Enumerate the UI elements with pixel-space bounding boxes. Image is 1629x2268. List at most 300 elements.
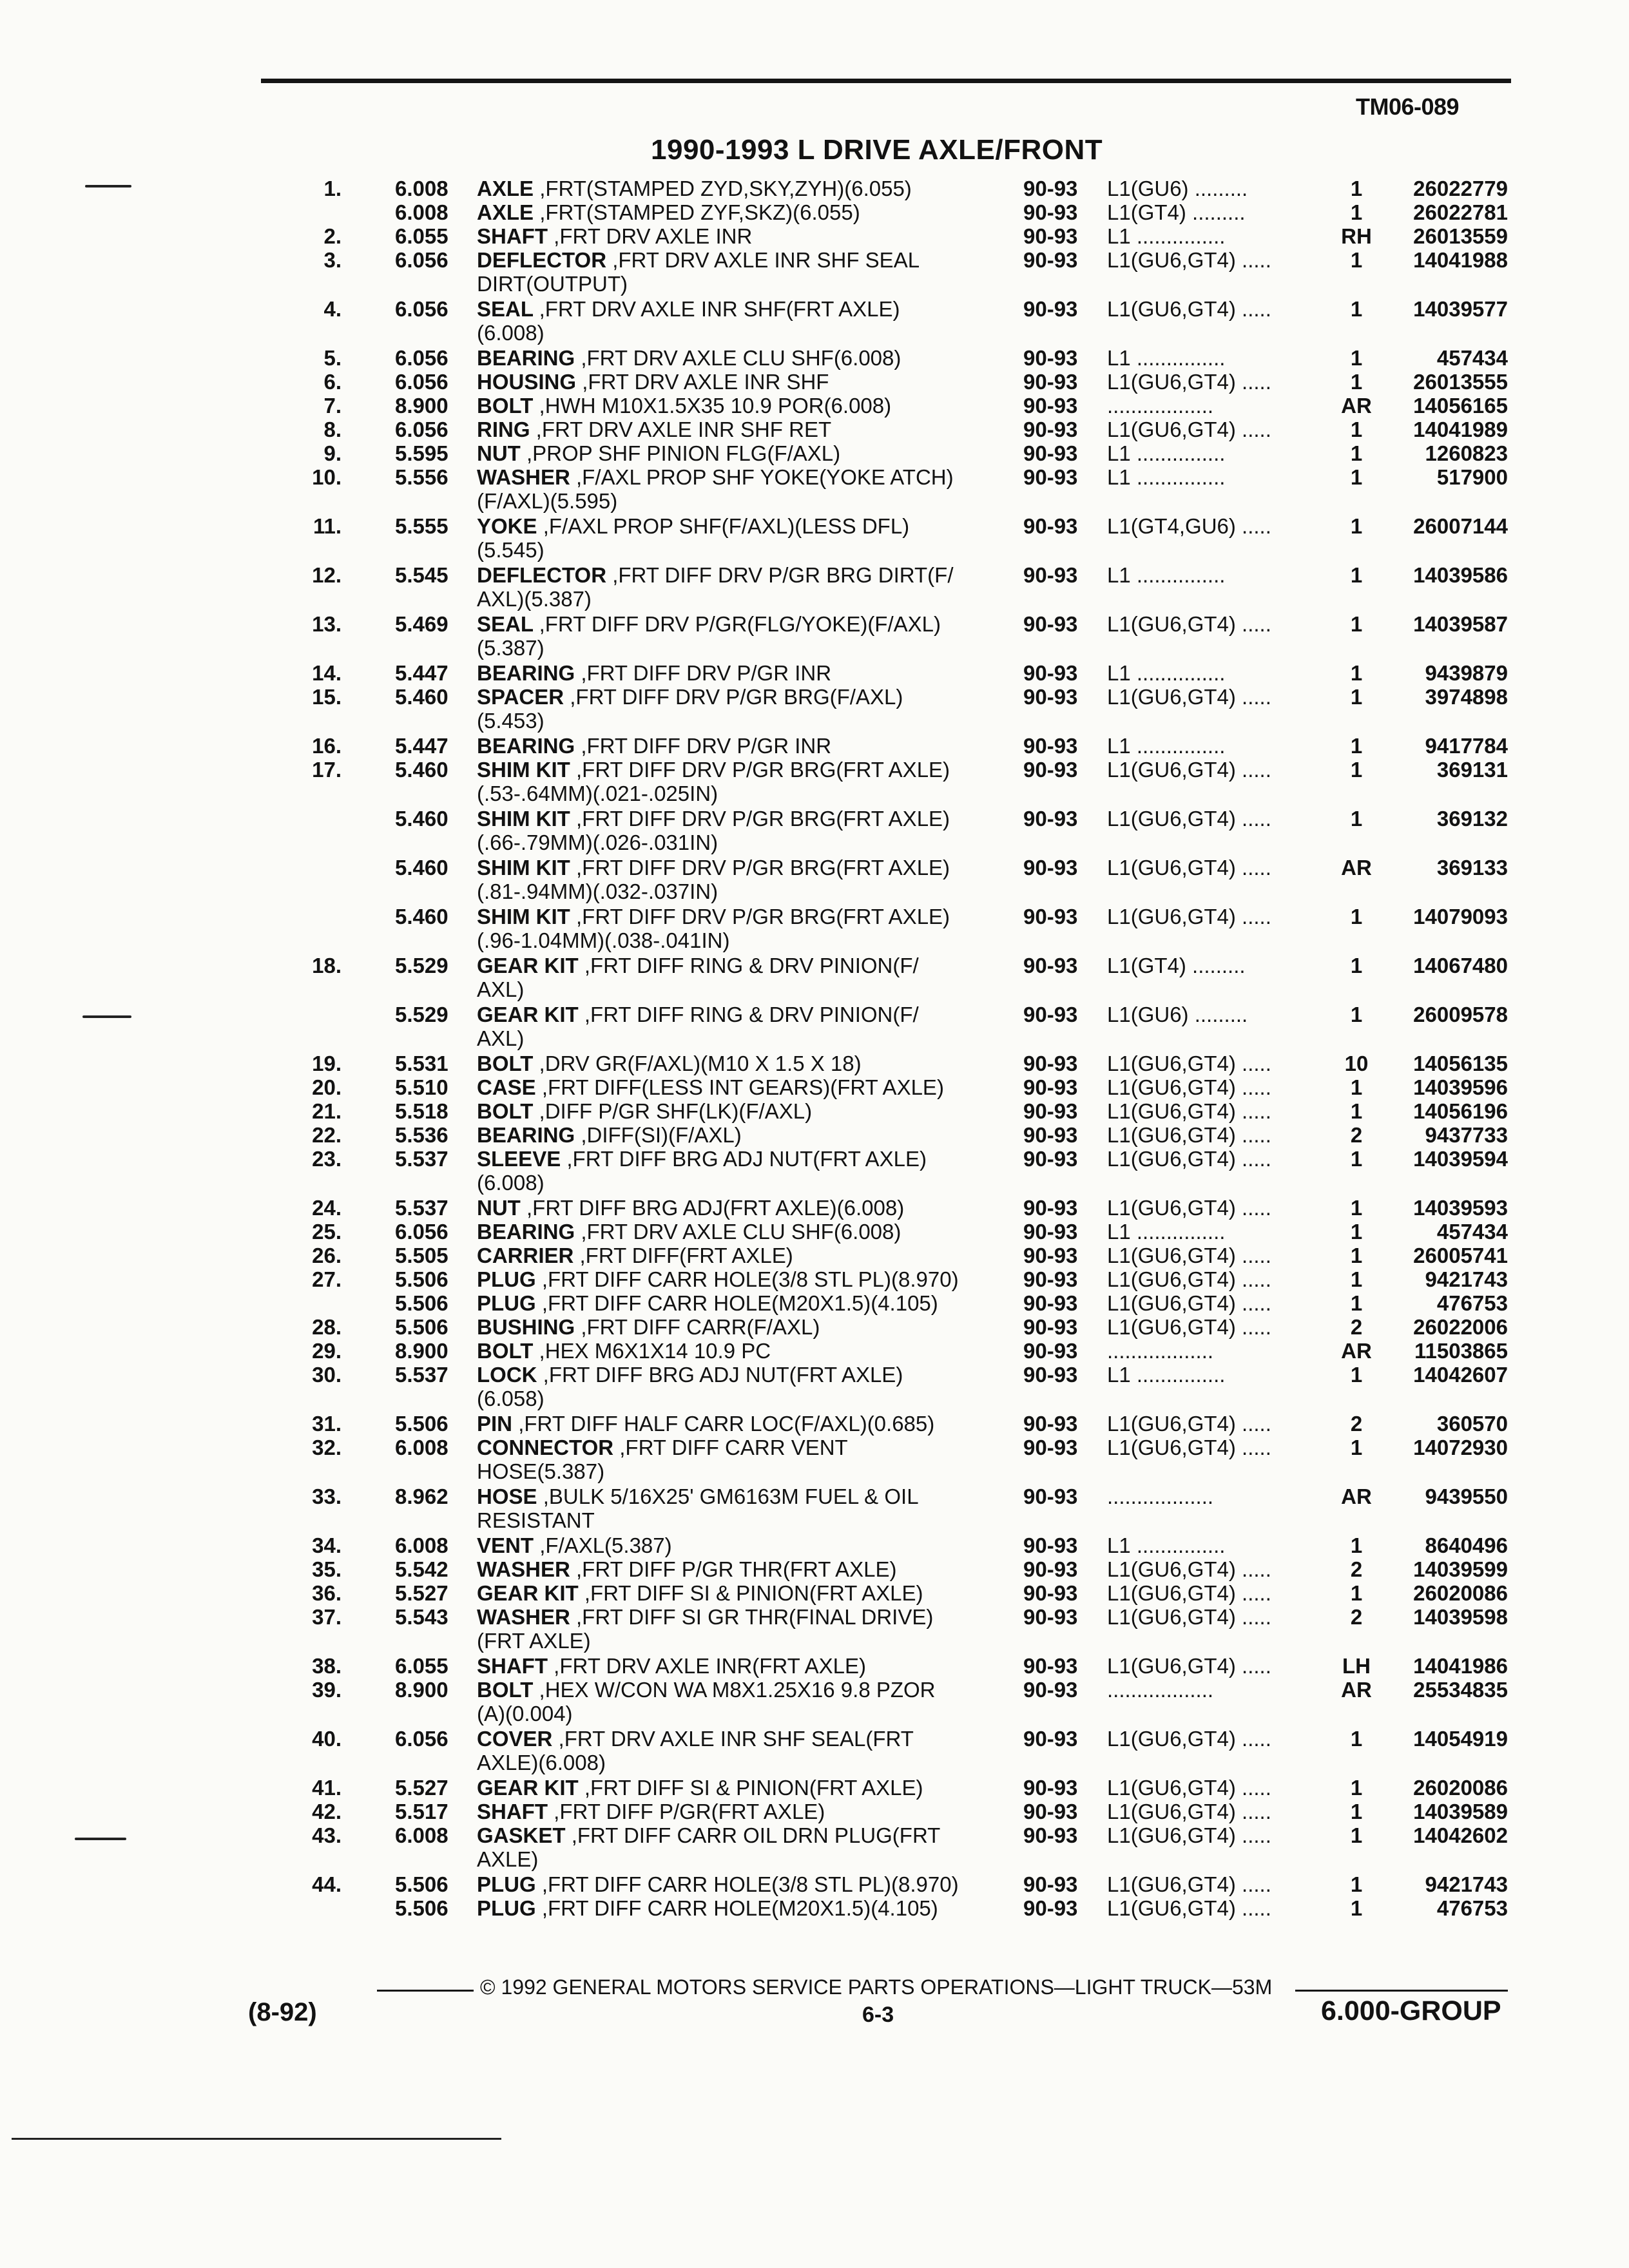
part-detail: ,FRT DRV AXLE INR SHF SEAL(FRT: [558, 1727, 914, 1751]
part-name: COVER: [477, 1727, 553, 1751]
quantity: 1: [1350, 1436, 1363, 1459]
group-number: 8.900: [395, 1678, 448, 1702]
group-number: 5.527: [395, 1581, 448, 1605]
model-years: 90-93: [1023, 248, 1078, 272]
table-row: [0, 1800, 1629, 1823]
group-number: 6.055: [395, 1654, 448, 1678]
quantity: 2: [1350, 1605, 1363, 1629]
part-number: 369132: [1436, 807, 1508, 831]
part-number: 26022779: [1413, 177, 1508, 200]
group-number: 6.056: [395, 248, 448, 272]
model-years: 90-93: [1023, 1291, 1078, 1315]
item-number: 32.: [312, 1436, 342, 1459]
part-detail-continued: (6.008): [477, 321, 545, 345]
model-usage: L1(GU6,GT4) .....: [1107, 758, 1271, 782]
model-usage: L1(GU6,GT4) .....: [1107, 1727, 1271, 1751]
part-detail: ,FRT DIFF DRV P/GR BRG(FRT AXLE): [576, 807, 950, 831]
part-number: 14056165: [1413, 394, 1508, 418]
item-number: 40.: [312, 1727, 342, 1751]
part-name: SHIM KIT: [477, 905, 570, 928]
part-description: [477, 418, 1012, 441]
model-years: 90-93: [1023, 1605, 1078, 1629]
part-name: SHAFT: [477, 1654, 548, 1678]
model-usage: ..................: [1107, 1678, 1214, 1702]
quantity: 1: [1350, 418, 1363, 441]
part-detail: ,FRT DIFF CARR HOLE(3/8 STL PL)(8.970): [541, 1267, 959, 1291]
item-number: 43.: [312, 1823, 342, 1847]
item-number: 11.: [313, 514, 342, 538]
part-description: [477, 1220, 1012, 1244]
part-number: 26013555: [1413, 370, 1508, 394]
quantity: 1: [1350, 1099, 1363, 1123]
group-number: 8.900: [395, 1339, 448, 1363]
model-usage: L1(GU6,GT4) .....: [1107, 1267, 1271, 1291]
group-number: 5.537: [395, 1196, 448, 1220]
part-detail-continued: (5.387): [477, 636, 545, 660]
part-number: 14056196: [1413, 1099, 1508, 1123]
part-number: 14042602: [1413, 1823, 1508, 1847]
quantity: 1: [1350, 807, 1363, 831]
part-number: 14041988: [1413, 248, 1508, 272]
model-years: 90-93: [1023, 1052, 1078, 1075]
table-row: [0, 1533, 1629, 1557]
part-detail: ,HEX W/CON WA M8X1.25X16 9.8 PZOR: [539, 1678, 936, 1702]
quantity: 1: [1350, 1244, 1363, 1267]
model-years: 90-93: [1023, 758, 1078, 782]
part-detail: ,FRT DRV AXLE CLU SHF(6.008): [581, 1220, 901, 1244]
part-number: 26005741: [1413, 1244, 1508, 1267]
quantity: 1: [1350, 248, 1363, 272]
item-number: 5.: [323, 346, 342, 370]
part-name: BOLT: [477, 394, 534, 418]
group-number: 5.555: [395, 514, 448, 538]
part-detail: ,FRT DIFF DRV P/GR BRG(FRT AXLE): [576, 905, 950, 928]
model-years: 90-93: [1023, 1003, 1078, 1026]
part-detail-continued: (6.008): [477, 1171, 545, 1195]
model-years: 90-93: [1023, 807, 1078, 831]
table-row: [0, 1823, 1629, 1872]
item-number: 16.: [312, 734, 342, 758]
group-number: 5.506: [395, 1896, 448, 1920]
model-usage: L1(GU6,GT4) .....: [1107, 297, 1271, 321]
model-usage: L1 ...............: [1107, 1363, 1226, 1387]
quantity: 1: [1350, 1147, 1363, 1171]
part-detail: ,FRT DIFF SI GR THR(FINAL DRIVE): [576, 1605, 934, 1629]
table-row: [0, 465, 1629, 514]
model-years: 90-93: [1023, 856, 1078, 879]
part-name: NUT: [477, 441, 521, 465]
part-description: [477, 441, 1012, 465]
part-detail-continued: DIRT(OUTPUT): [477, 272, 628, 296]
model-usage: L1(GU6) .........: [1107, 177, 1248, 200]
quantity: 1: [1350, 563, 1363, 587]
model-usage: L1(GU6,GT4) .....: [1107, 1075, 1271, 1099]
part-detail-continued: AXLE)(6.008): [477, 1751, 606, 1774]
part-name: BOLT: [477, 1678, 534, 1702]
part-detail: ,FRT DIFF DRV P/GR BRG(FRT AXLE): [576, 758, 950, 782]
table-row: [0, 1436, 1629, 1485]
group-number: 5.447: [395, 734, 448, 758]
model-usage: ..................: [1107, 1485, 1214, 1508]
model-years: 90-93: [1023, 1872, 1078, 1896]
part-name: RING: [477, 418, 530, 441]
part-detail: ,FRT DIFF RING & DRV PINION(F/: [584, 954, 919, 977]
model-usage: L1 ...............: [1107, 661, 1226, 685]
part-number: 14039594: [1413, 1147, 1508, 1171]
model-years: 90-93: [1023, 1727, 1078, 1751]
part-number: 26007144: [1413, 514, 1508, 538]
group-number: 5.545: [395, 563, 448, 587]
part-detail: ,FRT DRV AXLE INR SHF RET: [535, 418, 832, 441]
item-number: 23.: [312, 1147, 342, 1171]
part-description: [477, 200, 1012, 224]
part-number: 11503865: [1414, 1339, 1508, 1363]
part-name: BEARING: [477, 661, 575, 685]
part-description: [477, 1800, 1012, 1823]
document-id: TM06-089: [1356, 93, 1460, 120]
model-usage: L1(GU6,GT4) .....: [1107, 856, 1271, 879]
item-number: 13.: [312, 612, 342, 636]
quantity: 1: [1350, 905, 1363, 928]
model-usage: L1 ...............: [1107, 224, 1226, 248]
group-number: 5.460: [395, 758, 448, 782]
quantity: 1: [1350, 441, 1363, 465]
part-detail: ,FRT DIFF CARR HOLE(M20X1.5)(4.105): [541, 1291, 938, 1315]
part-description: [477, 1581, 1012, 1605]
quantity: 1: [1350, 1896, 1363, 1920]
table-row: [0, 370, 1629, 394]
table-row: [0, 346, 1629, 370]
part-name: GEAR KIT: [477, 1776, 579, 1800]
model-usage: L1(GU6,GT4) .....: [1107, 1244, 1271, 1267]
part-description: [477, 1123, 1012, 1147]
table-row: [0, 1605, 1629, 1654]
part-name: GASKET: [477, 1823, 566, 1847]
model-years: 90-93: [1023, 200, 1078, 224]
group-number: 5.460: [395, 807, 448, 831]
table-row: [0, 1581, 1629, 1605]
quantity: 1: [1350, 1291, 1363, 1315]
quantity: 1: [1350, 465, 1363, 489]
quantity: LH: [1342, 1654, 1371, 1678]
model-years: 90-93: [1023, 954, 1078, 977]
model-usage: L1(GU6,GT4) .....: [1107, 612, 1271, 636]
part-name: SHIM KIT: [477, 758, 570, 782]
item-number: 21.: [312, 1099, 342, 1123]
table-row: [0, 905, 1629, 954]
part-name: DEFLECTOR: [477, 248, 607, 272]
group-number: 5.537: [395, 1147, 448, 1171]
item-number: 2.: [323, 224, 342, 248]
quantity: 2: [1350, 1123, 1363, 1147]
part-name: CONNECTOR: [477, 1436, 614, 1459]
part-name: SEAL: [477, 612, 534, 636]
part-description: [477, 394, 1012, 418]
item-number: 39.: [312, 1678, 342, 1702]
part-detail: ,FRT DIFF BRG ADJ NUT(FRT AXLE): [543, 1363, 903, 1387]
quantity: 1: [1350, 1220, 1363, 1244]
part-number: 369133: [1436, 856, 1508, 879]
part-number: 14072930: [1413, 1436, 1508, 1459]
quantity: 1: [1350, 1776, 1363, 1800]
table-row: [0, 1267, 1629, 1291]
quantity: 1: [1350, 1727, 1363, 1751]
part-name: BOLT: [477, 1099, 534, 1123]
model-usage: L1(GU6,GT4) .....: [1107, 685, 1271, 709]
quantity: 1: [1350, 1872, 1363, 1896]
part-number: 14039599: [1413, 1557, 1508, 1581]
model-usage: L1(GU6,GT4) .....: [1107, 807, 1271, 831]
model-usage: L1 ...............: [1107, 346, 1226, 370]
group-number: 5.595: [395, 441, 448, 465]
model-years: 90-93: [1023, 1533, 1078, 1557]
part-detail-continued: (.96-1.04MM)(.038-.041IN): [477, 928, 730, 952]
item-number: 44.: [312, 1872, 342, 1896]
part-number: 360570: [1436, 1412, 1508, 1436]
part-description: [477, 563, 1012, 611]
part-description: [477, 1654, 1012, 1678]
model-years: 90-93: [1023, 1654, 1078, 1678]
part-name: GEAR KIT: [477, 954, 579, 977]
part-description: [477, 1244, 1012, 1267]
part-number: 14079093: [1413, 905, 1508, 928]
group-number: 5.505: [395, 1244, 448, 1267]
model-years: 90-93: [1023, 1823, 1078, 1847]
model-usage: L1(GU6,GT4) .....: [1107, 1581, 1271, 1605]
part-description: [477, 1776, 1012, 1800]
table-row: [0, 734, 1629, 758]
item-number: 10.: [312, 465, 342, 489]
part-detail-continued: (.53-.64MM)(.021-.025IN): [477, 782, 718, 805]
part-name: LOCK: [477, 1363, 537, 1387]
model-years: 90-93: [1023, 1220, 1078, 1244]
item-number: 22.: [312, 1123, 342, 1147]
part-name: GEAR KIT: [477, 1581, 579, 1605]
group-number: 6.008: [395, 200, 448, 224]
model-years: 90-93: [1023, 1678, 1078, 1702]
part-detail: ,FRT DRV AXLE INR SHF SEAL: [612, 248, 920, 272]
part-name: CARRIER: [477, 1244, 574, 1267]
part-detail: ,FRT DIFF CARR HOLE(3/8 STL PL)(8.970): [541, 1872, 959, 1896]
part-number: 14039593: [1413, 1196, 1508, 1220]
part-name: WASHER: [477, 465, 570, 489]
part-description: [477, 177, 1012, 200]
part-detail: ,DIFF P/GR SHF(LK)(F/AXL): [539, 1099, 813, 1123]
part-description: [477, 1267, 1012, 1291]
model-usage: L1 ...............: [1107, 563, 1226, 587]
model-years: 90-93: [1023, 1339, 1078, 1363]
part-number: 26020086: [1413, 1776, 1508, 1800]
part-detail: ,FRT DIFF DRV P/GR BRG(F/AXL): [570, 685, 903, 709]
part-name: CASE: [477, 1075, 536, 1099]
item-number: 9.: [323, 441, 342, 465]
part-description: [477, 514, 1012, 562]
table-row: [0, 1896, 1629, 1920]
group-number: 6.056: [395, 370, 448, 394]
item-number: 37.: [312, 1605, 342, 1629]
part-number: 14067480: [1413, 954, 1508, 977]
footer-rule-right: [1295, 1990, 1508, 1992]
part-name: BUSHING: [477, 1315, 575, 1339]
table-row: [0, 954, 1629, 1003]
group-number: 6.008: [395, 1436, 448, 1459]
part-detail: ,FRT DIFF HALF CARR LOC(F/AXL)(0.685): [518, 1412, 935, 1436]
part-name: GEAR KIT: [477, 1003, 579, 1026]
quantity: 1: [1350, 1075, 1363, 1099]
part-detail: ,FRT(STAMPED ZYD,SKY,ZYH)(6.055): [539, 177, 912, 200]
group-label: 6.000-GROUP: [1321, 1995, 1501, 2026]
part-description: [477, 1196, 1012, 1220]
part-detail: ,FRT DRV AXLE INR: [554, 224, 753, 248]
table-row: [0, 563, 1629, 612]
model-years: 90-93: [1023, 905, 1078, 928]
item-number: 33.: [312, 1485, 342, 1508]
model-usage: L1(GU6,GT4) .....: [1107, 1605, 1271, 1629]
table-row: [0, 248, 1629, 297]
quantity: 1: [1350, 661, 1363, 685]
part-detail: ,F/AXL PROP SHF YOKE(YOKE ATCH): [576, 465, 954, 489]
part-detail: ,FRT DRV AXLE CLU SHF(6.008): [581, 346, 901, 370]
part-name: YOKE: [477, 514, 537, 538]
part-detail-continued: AXL): [477, 1026, 525, 1050]
part-number: 8640496: [1425, 1533, 1508, 1557]
part-number: 14039587: [1413, 612, 1508, 636]
table-row: [0, 224, 1629, 248]
table-row: [0, 394, 1629, 418]
part-detail-continued: (A)(0.004): [477, 1702, 573, 1725]
part-description: [477, 1823, 1012, 1871]
group-number: 5.469: [395, 612, 448, 636]
quantity: AR: [1341, 1678, 1372, 1702]
model-usage: L1(GU6,GT4) .....: [1107, 1099, 1271, 1123]
part-description: [477, 1315, 1012, 1339]
part-number: 369131: [1436, 758, 1508, 782]
part-number: 26020086: [1413, 1581, 1508, 1605]
top-rule: [261, 79, 1511, 83]
part-name: AXLE: [477, 177, 534, 200]
model-years: 90-93: [1023, 1267, 1078, 1291]
group-number: 8.962: [395, 1485, 448, 1508]
part-detail: ,FRT DIFF CARR OIL DRN PLUG(FRT: [571, 1823, 941, 1847]
part-description: [477, 1678, 1012, 1725]
model-usage: L1(GU6,GT4) .....: [1107, 1291, 1271, 1315]
model-usage: L1(GU6,GT4) .....: [1107, 1776, 1271, 1800]
model-years: 90-93: [1023, 1315, 1078, 1339]
part-detail: ,F/AXL(5.387): [539, 1533, 672, 1557]
quantity: RH: [1341, 224, 1372, 248]
model-years: 90-93: [1023, 1800, 1078, 1823]
item-number: 27.: [312, 1267, 342, 1291]
quantity: 1: [1350, 1800, 1363, 1823]
quantity: 1: [1350, 346, 1363, 370]
model-years: 90-93: [1023, 563, 1078, 587]
part-description: [477, 465, 1012, 513]
model-years: 90-93: [1023, 465, 1078, 489]
part-name: VENT: [477, 1533, 534, 1557]
model-years: 90-93: [1023, 1557, 1078, 1581]
part-detail: ,FRT DIFF DRV P/GR BRG(FRT AXLE): [576, 856, 950, 879]
model-usage: L1(GU6,GT4) .....: [1107, 1315, 1271, 1339]
model-usage: L1(GT4) .........: [1107, 200, 1246, 224]
table-row: [0, 856, 1629, 905]
part-name: SHAFT: [477, 1800, 548, 1823]
item-number: 42.: [312, 1800, 342, 1823]
model-usage: L1(GU6,GT4) .....: [1107, 248, 1271, 272]
quantity: 1: [1350, 1196, 1363, 1220]
model-usage: L1 ...............: [1107, 1220, 1226, 1244]
part-name: PIN: [477, 1412, 513, 1436]
table-row: [0, 418, 1629, 441]
model-usage: L1(GT4) .........: [1107, 954, 1246, 977]
item-number: 17.: [312, 758, 342, 782]
group-number: 5.447: [395, 661, 448, 685]
part-detail: ,FRT DIFF BRG ADJ(FRT AXLE)(6.008): [526, 1196, 905, 1220]
part-description: [477, 1557, 1012, 1581]
part-description: [477, 1412, 1012, 1436]
part-detail: ,PROP SHF PINION FLG(F/AXL): [526, 441, 841, 465]
model-usage: L1(GU6,GT4) .....: [1107, 1896, 1271, 1920]
part-detail-continued: (6.058): [477, 1387, 545, 1410]
model-usage: L1(GU6,GT4) .....: [1107, 1123, 1271, 1147]
item-number: 15.: [312, 685, 342, 709]
group-number: 8.900: [395, 394, 448, 418]
group-number: 5.506: [395, 1872, 448, 1896]
quantity: 1: [1350, 200, 1363, 224]
part-description: [477, 224, 1012, 248]
model-years: 90-93: [1023, 1196, 1078, 1220]
item-number: 24.: [312, 1196, 342, 1220]
part-detail: ,FRT DIFF DRV P/GR INR: [581, 661, 832, 685]
group-number: 5.517: [395, 1800, 448, 1823]
part-name: PLUG: [477, 1291, 536, 1315]
part-description: [477, 1075, 1012, 1099]
part-number: 3974898: [1425, 685, 1508, 709]
part-detail-continued: (.66-.79MM)(.026-.031IN): [477, 831, 718, 854]
table-row: [0, 685, 1629, 734]
part-name: AXLE: [477, 200, 534, 224]
quantity: 1: [1350, 1003, 1363, 1026]
table-row: [0, 1291, 1629, 1315]
part-name: SHIM KIT: [477, 856, 570, 879]
table-row: [0, 1315, 1629, 1339]
part-description: [477, 1896, 1012, 1920]
quantity: 1: [1350, 954, 1363, 977]
group-number: 5.510: [395, 1075, 448, 1099]
part-description: [477, 758, 1012, 805]
model-years: 90-93: [1023, 1776, 1078, 1800]
group-number: 5.506: [395, 1412, 448, 1436]
group-number: 6.008: [395, 1533, 448, 1557]
model-years: 90-93: [1023, 1147, 1078, 1171]
model-usage: L1(GT4,GU6) .....: [1107, 514, 1271, 538]
part-name: PLUG: [477, 1872, 536, 1896]
table-row: [0, 1678, 1629, 1727]
part-number: 9421743: [1425, 1872, 1508, 1896]
part-number: 14056135: [1413, 1052, 1508, 1075]
quantity: 1: [1350, 1581, 1363, 1605]
part-description: [477, 954, 1012, 1001]
group-number: 5.518: [395, 1099, 448, 1123]
part-name: BEARING: [477, 346, 575, 370]
part-detail: ,BULK 5/16X25' GM6163M FUEL & OIL: [543, 1485, 919, 1508]
model-years: 90-93: [1023, 1123, 1078, 1147]
model-years: 90-93: [1023, 394, 1078, 418]
group-number: 5.556: [395, 465, 448, 489]
part-detail: ,FRT DIFF DRV P/GR INR: [581, 734, 832, 758]
model-years: 90-93: [1023, 1412, 1078, 1436]
table-row: [0, 1220, 1629, 1244]
model-usage: L1 ...............: [1107, 1533, 1226, 1557]
